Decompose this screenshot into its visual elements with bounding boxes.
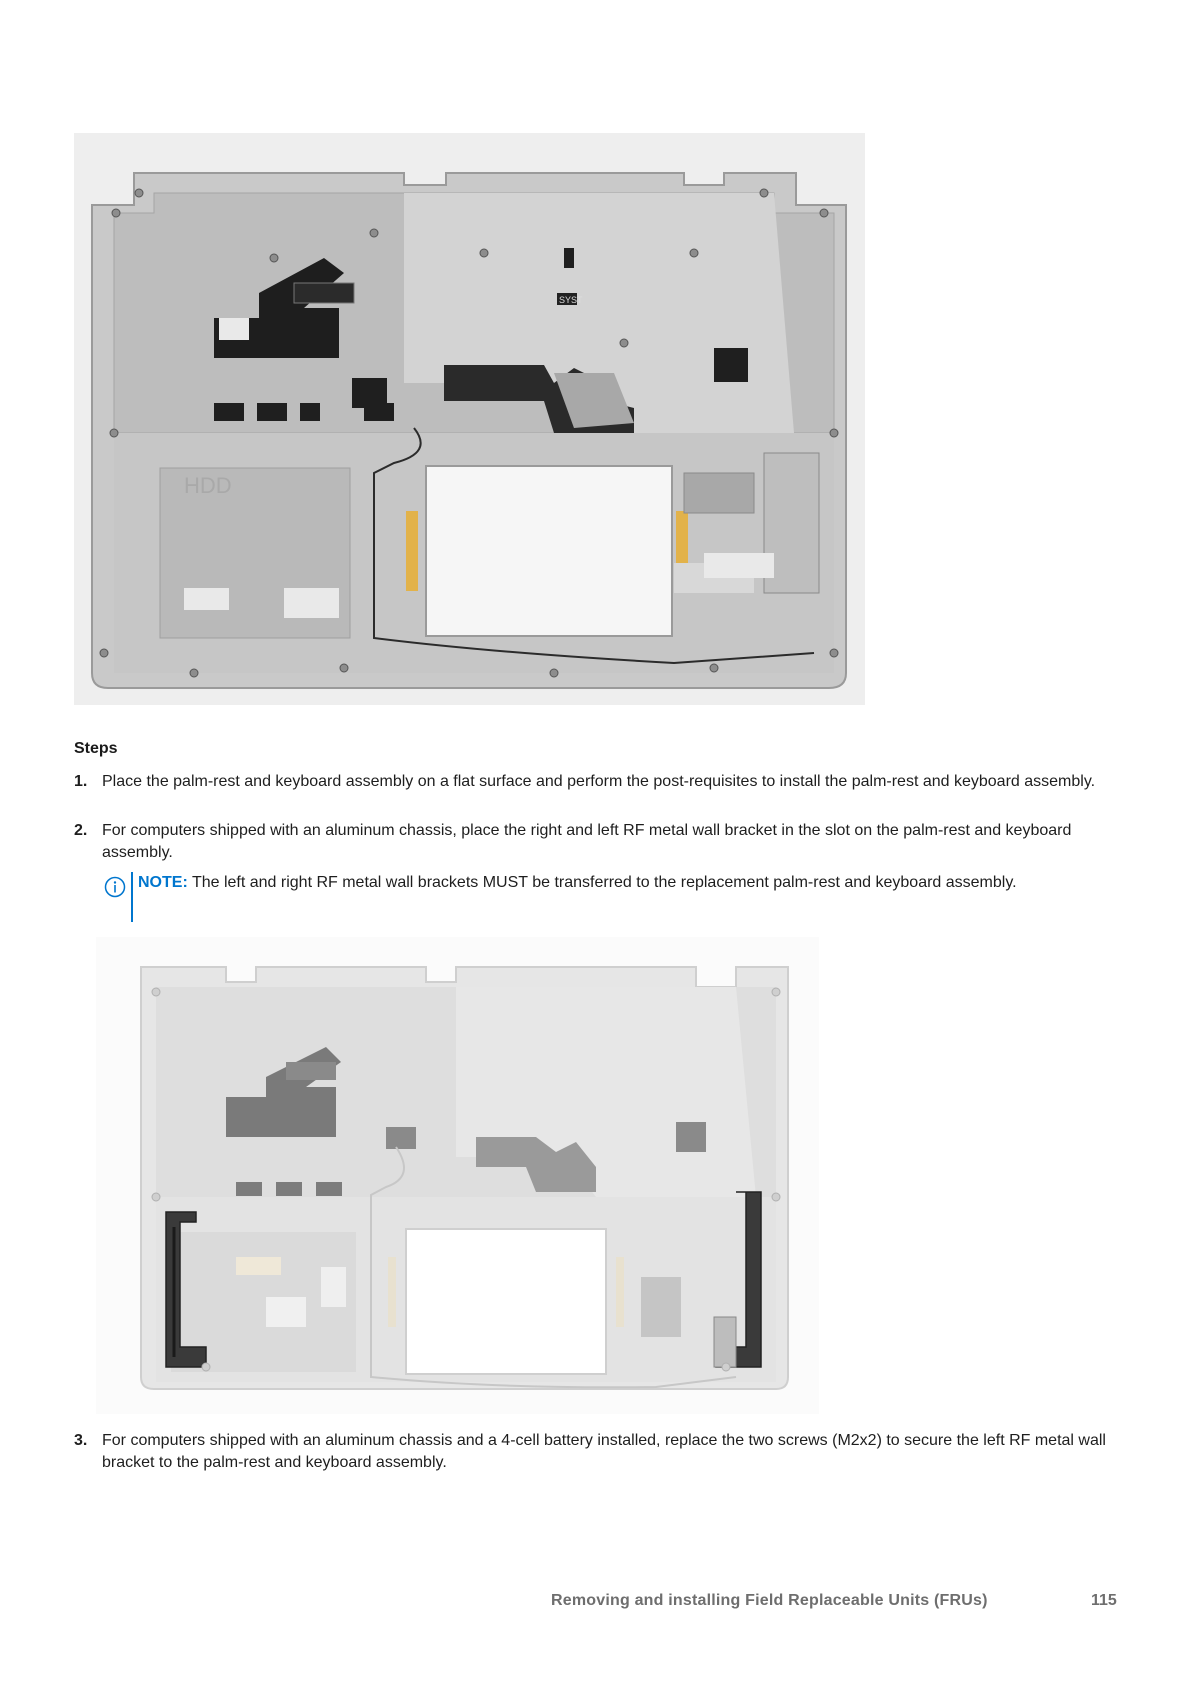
step-number: 1.: [74, 773, 88, 790]
step-text: For computers shipped with an aluminum chassis and a 4-cell battery installed, replace the two screws (M2x2) to secure the left RF metal wall bracket to the palm-rest and keyboard assembly.: [102, 1432, 1106, 1471]
steps-heading: Steps: [74, 740, 118, 757]
hdd-label: HDD: [184, 473, 232, 498]
step-1: [74, 771, 1119, 793]
palm-rest-photo-top: [74, 133, 865, 705]
note-callout: [104, 870, 1104, 896]
info-circle-icon: [104, 876, 126, 907]
footer-chapter-title: Removing and installing Field Replaceable Units (FRUs): [551, 1592, 988, 1609]
note-label: NOTE:: [138, 874, 188, 891]
page-number: 115: [1091, 1592, 1117, 1609]
step-number: 3.: [74, 1432, 88, 1449]
note-text: The left and right RF metal wall brackets MUST be transferred to the replacement palm-rest and keyboard assembly.: [191, 874, 1017, 891]
note-divider: [131, 872, 133, 922]
step-number: 2.: [74, 822, 88, 839]
step-3: [74, 1430, 1119, 1474]
bracket-illustration: [96, 937, 819, 1414]
step-2: [74, 820, 1119, 864]
palm-rest-photo-brackets: [96, 937, 819, 1414]
step-text: Place the palm-rest and keyboard assembly on a flat surface and perform the post-requisites to install the palm-rest and keyboard assembly.: [102, 773, 1096, 790]
syst-sticker: SYST: [559, 295, 583, 305]
palm-rest-illustration: [74, 133, 865, 705]
step-text: For computers shipped with an aluminum chassis, place the right and left RF metal wall bracket in the slot on the palm-rest and keyboard assembly.: [102, 822, 1072, 861]
